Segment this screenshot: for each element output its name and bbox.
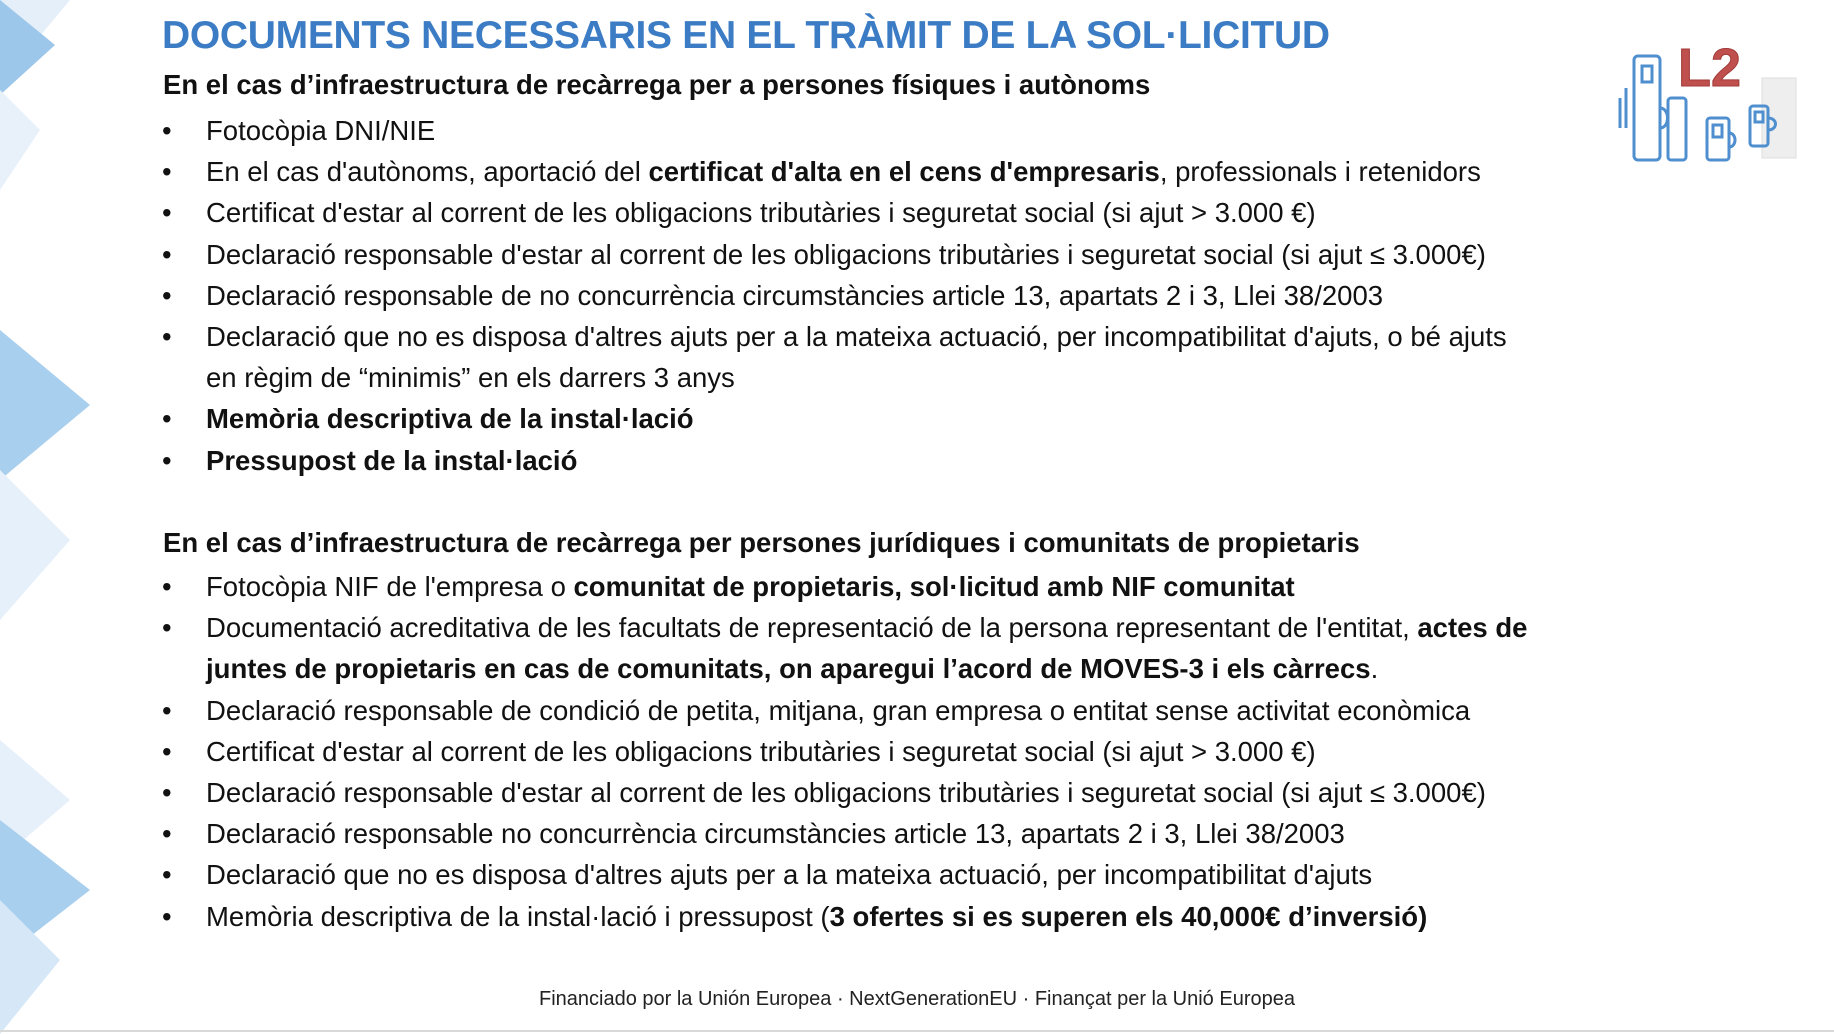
- list-item: • Fotocòpia DNI/NIE: [162, 110, 1507, 151]
- bullet: •: [162, 279, 172, 311]
- list-item: • En el cas d'autònoms, aportació del certificat d'alta en el cens d'empresaris, professionals i retenidors: [162, 151, 1507, 192]
- list-item: • Declaració responsable de no concurrència circumstàncies article 13, apartats 2 i 3, Llei 38/2003: [162, 275, 1507, 316]
- list-item: • Declaració que no es disposa d'altres ajuts per a la mateixa actuació, per incompatibilitat d'ajuts, o bé ajuts en règim de “minimis” en els darrers 3 anys: [162, 316, 1507, 398]
- bullet: •: [162, 571, 172, 602]
- bullet: •: [162, 612, 172, 644]
- funding-footer: Financiado por la Unión Europea · NextGenerationEU · Finançat per la Unió Europea: [539, 988, 1295, 1010]
- list-item: • Documentació acreditativa de les facultats de representació de la persona representant de l'entitat, actes de juntes de propietaris en cas de comunitats, on aparegui l’acord de MOVES-3 i els càrrecs.: [162, 607, 1527, 689]
- bullet: •: [162, 735, 172, 767]
- ev-charger-l2-logo: [1612, 28, 1802, 168]
- list-item: • Declaració que no es disposa d'altres ajuts per a la mateixa actuació, per incompatibilitat d'ajuts: [162, 854, 1527, 895]
- bullet: •: [162, 156, 172, 188]
- bullet: •: [162, 818, 172, 850]
- list-item: • Memòria descriptiva de la instal·lació: [162, 398, 1507, 439]
- list-item: • Fotocòpia NIF de l'empresa o comunitat de propietaris, sol·licitud amb NIF comunitat: [162, 566, 1527, 607]
- bullet: •: [162, 694, 172, 726]
- document-list-legal-entities: [162, 566, 1527, 937]
- document-list-individuals: [162, 110, 1507, 481]
- list-item: • Certificat d'estar al corrent de les obligacions tributàries i seguretat social (si ajut > 3.000 €): [162, 192, 1507, 233]
- list-item: • Declaració responsable no concurrència circumstàncies article 13, apartats 2 i 3, Llei 38/2003: [162, 813, 1527, 854]
- bullet: •: [162, 321, 172, 353]
- bullet: •: [162, 859, 172, 891]
- list-item: • Pressupost de la instal·lació: [162, 440, 1507, 481]
- bullet: •: [162, 403, 172, 435]
- section-heading-individuals: En el cas d’infraestructura de recàrrega per a persones físiques i autònoms: [163, 69, 1151, 100]
- page-title: DOCUMENTS NECESSARIS EN EL TRÀMIT DE LA SOL·LICITUD: [162, 14, 1330, 57]
- bullet: •: [162, 444, 172, 476]
- list-item: • Declaració responsable de condició de petita, mitjana, gran empresa o entitat sense activitat econòmica: [162, 690, 1527, 731]
- bullet: •: [162, 777, 172, 809]
- bullet: •: [162, 115, 172, 146]
- bottom-divider: [0, 1030, 1834, 1032]
- list-item: • Memòria descriptiva de la instal·lació i pressupost (3 ofertes si es superen els 40,000€ d’inversió): [162, 896, 1527, 937]
- svg-text:L2: L2: [1678, 38, 1742, 98]
- section-heading-legal-entities: En el cas d’infraestructura de recàrrega per persones jurídiques i comunitats de propietaris: [163, 527, 1360, 558]
- list-item: • Declaració responsable d'estar al corrent de les obligacions tributàries i seguretat social (si ajut ≤ 3.000€): [162, 234, 1507, 275]
- bullet: •: [162, 197, 172, 229]
- list-item: • Certificat d'estar al corrent de les obligacions tributàries i seguretat social (si ajut > 3.000 €): [162, 731, 1527, 772]
- bullet: •: [162, 238, 172, 270]
- bullet: •: [162, 900, 172, 932]
- decorative-chevrons: [0, 0, 120, 1034]
- list-item: • Declaració responsable d'estar al corrent de les obligacions tributàries i seguretat social (si ajut ≤ 3.000€): [162, 772, 1527, 813]
